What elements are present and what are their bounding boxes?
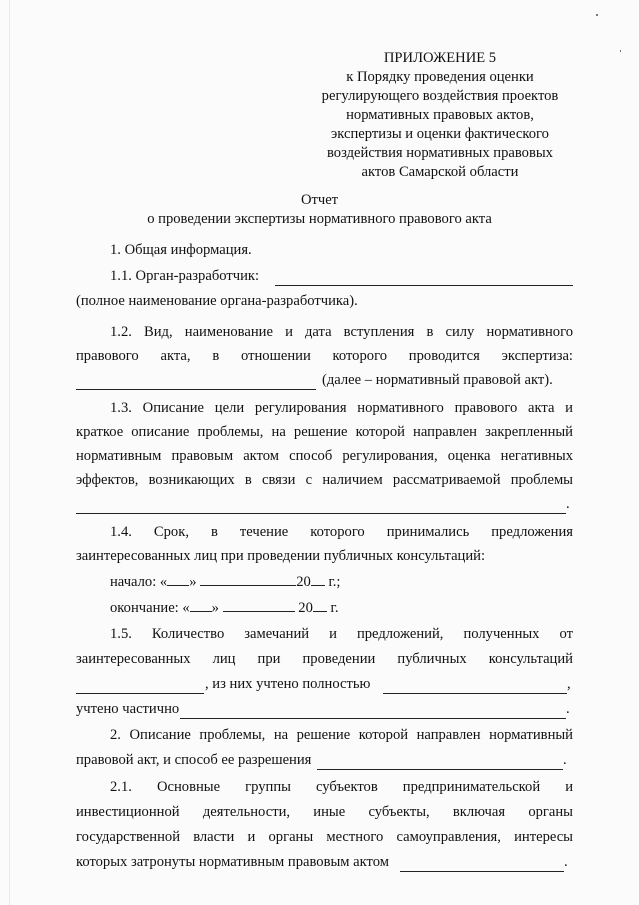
- start-year-field[interactable]: [311, 570, 325, 586]
- section-1-heading: 1. Общая информация.: [110, 242, 252, 258]
- start-date-end: г.;: [328, 574, 341, 590]
- scan-speck: [596, 14, 598, 16]
- section-1-2-line2: правового акта, в отношении которого проводится экспертиза:: [76, 348, 573, 364]
- end-date-open: окончание: «: [110, 600, 190, 616]
- section-2-1-line3: государственной власти и органы местного самоуправления, интересы: [76, 829, 573, 845]
- section-2-1-line2: инвестиционной деятельности, иные субъекты, включая органы: [76, 804, 573, 820]
- appendix-line: воздействия нормативных правовых: [327, 145, 553, 161]
- section-1-3-line4: эффектов, возникающих в связи с наличием рассматриваемой проблемы: [76, 472, 573, 488]
- section-2-1-line4-label: которых затронуты нормативным правовым актом: [76, 854, 389, 870]
- start-month-field[interactable]: [200, 570, 296, 586]
- comments-count-field[interactable]: [76, 678, 204, 694]
- section-1-3-end-mark: .: [566, 496, 570, 512]
- act-description-field[interactable]: [76, 374, 316, 390]
- end-day-field[interactable]: [190, 596, 212, 612]
- section-1-5-line1: 1.5. Количество замечаний и предложений, полученных от: [110, 626, 573, 642]
- section-2-1-line1: 2.1. Основные группы субъектов предпринимательской и: [110, 779, 573, 795]
- section-1-1-note: (полное наименование органа-разработчика).: [76, 293, 358, 309]
- section-2-line2-label: правовой акт, и способ ее разрешения: [76, 752, 312, 768]
- appendix-line: регулирующего воздействия проектов: [321, 88, 559, 104]
- affected-subjects-field[interactable]: [400, 856, 564, 872]
- scan-speck: [620, 50, 621, 52]
- section-2-line1: 2. Описание проблемы, на решение которой направлен нормативный: [110, 727, 573, 743]
- section-1-5-line2: заинтересованных лиц при проведении публичных консультаций: [76, 651, 573, 667]
- section-1-5-line4-end: .: [566, 701, 570, 717]
- end-date-label: [110, 596, 339, 621]
- start-year-prefix: 20: [296, 574, 311, 590]
- start-date-open: начало: «: [110, 574, 168, 590]
- section-2-1-line4-end: .: [564, 854, 568, 870]
- appendix-line: нормативных правовых актов,: [346, 107, 534, 123]
- end-month-field[interactable]: [223, 596, 295, 612]
- solution-method-field[interactable]: [317, 754, 563, 770]
- fully-accepted-field[interactable]: [383, 678, 567, 694]
- section-1-5-line3-end: ,: [567, 676, 571, 692]
- problem-description-field[interactable]: [76, 498, 566, 514]
- start-date-label: [110, 570, 340, 595]
- section-1-1-label: 1.1. Орган-разработчик:: [110, 268, 260, 284]
- appendix-line: к Порядку проведения оценки: [346, 69, 534, 85]
- start-day-field[interactable]: [167, 570, 189, 586]
- section-1-2-line3-suffix: (далее – нормативный правовой акт).: [322, 372, 553, 388]
- section-1-2-line1: 1.2. Вид, наименование и дата вступления в силу нормативного: [110, 324, 573, 340]
- section-1-5-line4-label: учтено частично: [76, 701, 180, 717]
- developer-organ-field[interactable]: [275, 270, 573, 286]
- section-1-3-line2: краткое описание проблемы, на решение которой направлен закрепленный: [76, 424, 573, 440]
- section-1-4-line2: заинтересованных лиц при проведении публичных консультаций:: [76, 548, 486, 564]
- end-date-end: г.: [330, 600, 339, 616]
- start-date-close: »: [189, 574, 197, 590]
- section-1-4-line1: 1.4. Срок, в течение которого принимались предложения: [110, 524, 573, 540]
- appendix-title: ПРИЛОЖЕНИЕ 5: [383, 50, 497, 66]
- appendix-line: актов Самарской области: [361, 164, 519, 180]
- section-1-3-line1: 1.3. Описание цели регулирования нормативного правового акта и: [110, 400, 573, 416]
- end-date-close: »: [211, 600, 219, 616]
- appendix-line: экспертизы и оценки фактического: [331, 126, 549, 142]
- scan-fold-line: [9, 0, 10, 905]
- end-year-prefix: 20: [298, 600, 313, 616]
- report-title: Отчет: [300, 192, 339, 208]
- section-1-5-line3-mid: , из них учтено полностью: [205, 676, 371, 692]
- partially-accepted-field[interactable]: [180, 703, 566, 719]
- report-subtitle: о проведении экспертизы нормативного правового акта: [147, 211, 492, 227]
- end-year-field[interactable]: [313, 596, 327, 612]
- section-1-3-line3: нормативным правовым актом способ регулирования, оценка негативных: [76, 448, 573, 464]
- section-2-line2-end: .: [563, 752, 567, 768]
